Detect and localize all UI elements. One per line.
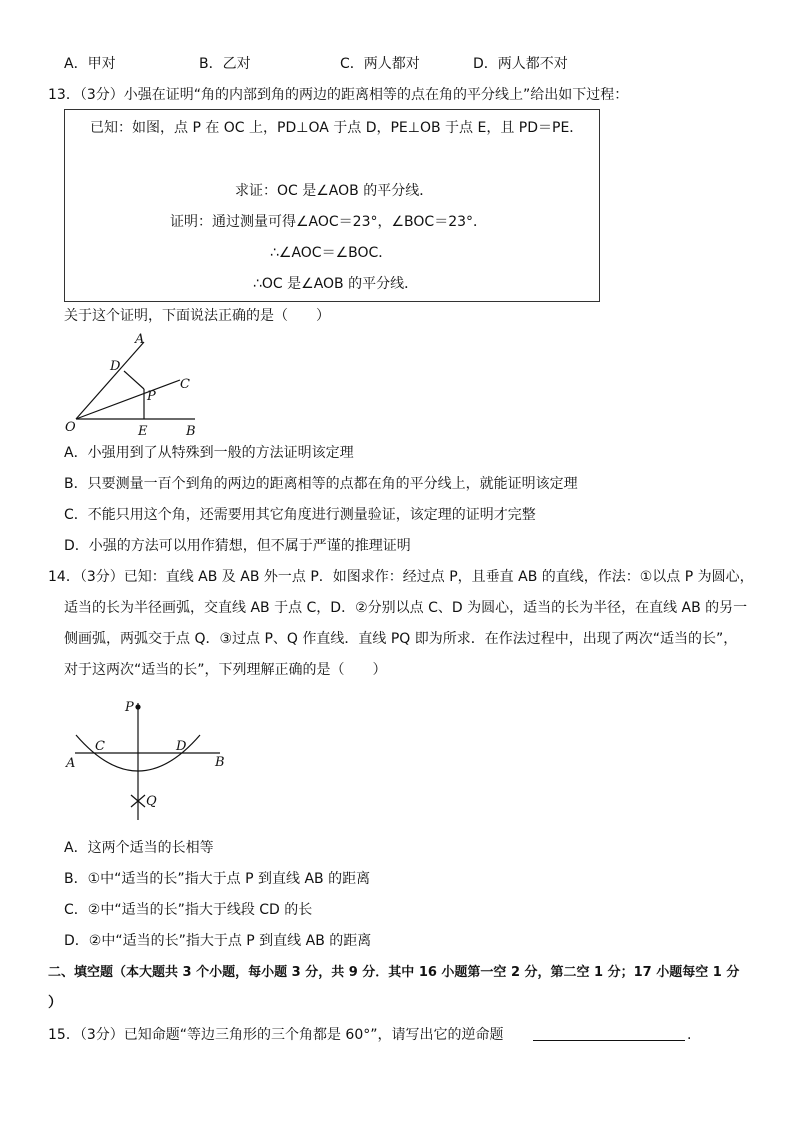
section-fill-blank-heading: 二、填空题（本大题共 3 个小题，每小题 3 分，共 9 分．其中 16 小题第一空 2 分，第二空 1 分；17 小题每空 1 分	[48, 965, 740, 980]
q12-option-c: C．两人都对	[340, 56, 420, 72]
label-e: E	[138, 424, 148, 439]
q13-option-a: A．小强用到了从特殊到一般的方法证明该定理	[64, 445, 354, 461]
q13-proof: 证明：通过测量可得∠AOC＝23°，∠BOC＝23°．	[170, 214, 488, 230]
q13-question: 关于这个证明，下面说法正确的是（ ）	[64, 308, 330, 324]
q14-option-b: B．①中“适当的长”指大于点 P 到直线 AB 的距离	[64, 871, 371, 887]
label-b: B	[186, 424, 196, 439]
q14-option-c: C．②中“适当的长”指大于线段 CD 的长	[64, 902, 313, 918]
q14-stem-line2: 适当的长为半径画弧，交直线 AB 于点 C，D．②分别以点 C、D 为圆心，适当的长为半径，在直线 AB 的另一	[64, 600, 748, 616]
label-p: P	[125, 700, 134, 715]
point-p	[135, 704, 140, 709]
label-q: Q	[146, 794, 157, 809]
q13-option-c: C．不能只用这个角，还需要用其它角度进行测量验证，该定理的证明才完整	[64, 507, 536, 523]
q12-option-b: B．乙对	[199, 56, 251, 72]
q15-answer-blank[interactable]	[533, 1040, 685, 1041]
q13-step2: ∴OC 是∠AOB 的平分线．	[253, 276, 419, 292]
label-o: O	[65, 420, 76, 435]
label-b: B	[215, 755, 225, 770]
label-c: C	[95, 739, 105, 754]
q13-given: 已知：如图，点 P 在 OC 上，PD⊥OA 于点 D，PE⊥OB 于点 E，且 PD＝PE．	[90, 120, 584, 136]
label-a: A	[135, 332, 145, 347]
q14-construction-figure	[60, 695, 240, 825]
q14-stem-line1: 14．（3分）已知：直线 AB 及 AB 外一点 P．如图求作：经过点 P，且垂直 AB 的直线，作法：①以点 P 为圆心，	[48, 569, 754, 585]
label-d: D	[110, 359, 121, 374]
q14-option-d: D．②中“适当的长”指大于点 P 到直线 AB 的距离	[64, 933, 372, 949]
q14-option-a: A．这两个适当的长相等	[64, 840, 214, 856]
q12-option-d: D．两人都不对	[473, 56, 568, 72]
ray-oc	[76, 380, 180, 419]
label-a: A	[66, 756, 76, 771]
q13-option-b: B．只要测量一百个到角的两边的距离相等的点都在角的平分线上，就能证明该定理	[64, 476, 578, 492]
q15-period: .	[687, 1027, 692, 1043]
q13-prove: 求证：OC 是∠AOB 的平分线．	[235, 183, 434, 199]
q13-option-d: D．小强的方法可以用作猜想，但不属于严谨的推理证明	[64, 538, 411, 554]
label-d: D	[176, 739, 187, 754]
q15-stem: 15．（3分）已知命题“等边三角形的三个角都是 60°”，请写出它的逆命题	[48, 1027, 504, 1043]
label-p: P	[147, 389, 156, 404]
segment-pd	[124, 371, 144, 389]
q13-angle-figure	[60, 330, 210, 440]
q13-stem: 13．（3分）小强在证明“角的内部到角的两边的距离相等的点在角的平分线上”给出如下过程：	[48, 87, 629, 103]
section-fill-blank-heading-cont: ）	[48, 995, 62, 1011]
label-c: C	[180, 377, 190, 392]
q14-stem-line3: 侧画弧，两弧交于点 Q．③过点 P、Q 作直线．直线 PQ 即为所求．在作法过程中，出现了两次“适当的长”，	[64, 631, 738, 647]
q14-stem-line4: 对于这两次“适当的长”，下列理解正确的是（ ）	[64, 662, 387, 678]
q12-option-a: A．甲对	[64, 56, 116, 72]
q13-step1: ∴∠AOC＝∠BOC．	[270, 245, 393, 261]
